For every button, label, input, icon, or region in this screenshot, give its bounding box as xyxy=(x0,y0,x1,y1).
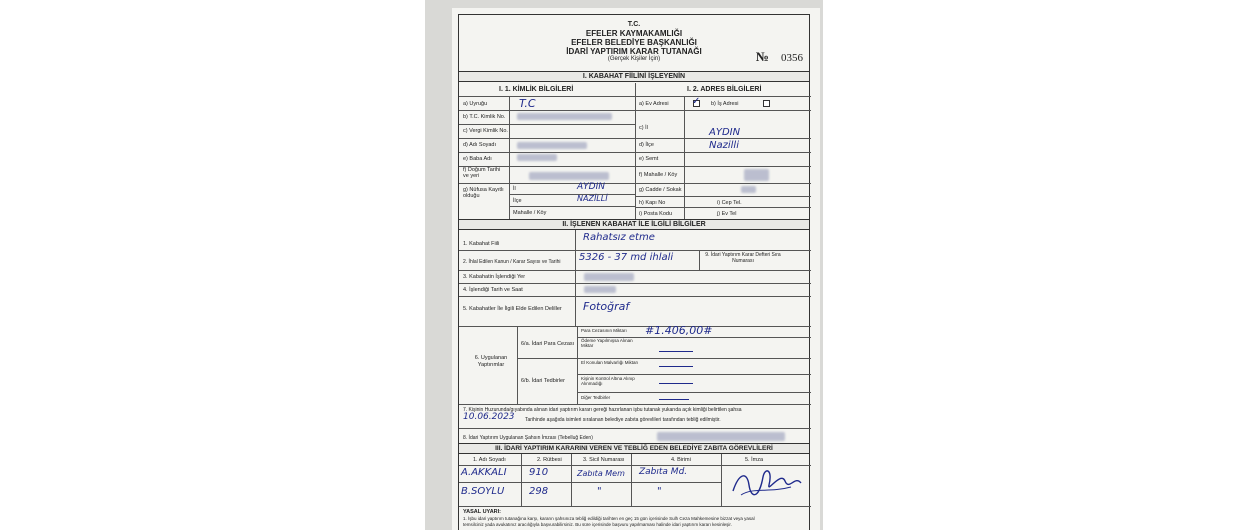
label-yer: 3. Kabahatin İşlendiği Yer xyxy=(463,274,526,280)
row-line xyxy=(459,326,811,327)
redacted-baba xyxy=(517,154,557,161)
row-line xyxy=(459,283,811,284)
value-miktar: #1.406,00# xyxy=(645,324,713,337)
adres-title: I. 2. ADRES BİLGİLERİ xyxy=(687,86,762,93)
row-line xyxy=(459,110,811,111)
label-baba: e) Baba Adı xyxy=(463,156,492,162)
label-posta: i) Posta Kodu xyxy=(639,211,673,217)
label-ev-adresi: a) Ev Adresi xyxy=(639,101,669,107)
label-fiil: 1. Kabahat Fiili xyxy=(463,241,500,247)
label-mahalle: f) Mahalle / Köy xyxy=(639,172,678,178)
dash-diger xyxy=(659,399,689,400)
is-adresi-checkbox[interactable] xyxy=(763,100,770,107)
row-line xyxy=(517,358,811,359)
redacted-adi xyxy=(517,142,587,149)
label-nufus-mahalle: Mahalle / Köy xyxy=(513,210,547,216)
value-nufus-il: AYDIN xyxy=(577,182,605,192)
label-tarih: 4. İşlendiği Tarih ve Saat xyxy=(463,287,523,293)
row-line xyxy=(459,270,811,271)
value-adres-ilce: Nazilli xyxy=(709,140,739,151)
redacted-tarih xyxy=(584,286,616,293)
label-semt: e) Semt xyxy=(639,156,659,162)
row-line xyxy=(635,207,811,208)
dash-el xyxy=(659,366,693,367)
label-nufus-ilce: İlçe xyxy=(513,198,522,204)
col-divider xyxy=(631,454,632,506)
form-number xyxy=(756,49,803,65)
row-line xyxy=(459,152,811,153)
row-line xyxy=(509,206,635,207)
value-uyrugu: T.C xyxy=(519,97,536,110)
label-is-adresi: b) İş Adresi xyxy=(711,101,739,107)
redacted-mahalle xyxy=(744,169,769,181)
label-dogum: f) Doğum Tarihi ve yeri xyxy=(463,167,501,179)
label-para: 6/a. İdari Para Cezası xyxy=(521,341,575,347)
label-ihlal: 2. İhlal Edilen Kanun / Karar Sayısı ve Tarihi xyxy=(463,259,561,265)
header-tc: T.C. xyxy=(627,21,641,28)
row-line xyxy=(459,482,721,483)
label-adres-il: c) İl xyxy=(639,125,648,131)
kimlik-title: I. 1. KİMLİK BİLGİLERİ xyxy=(499,86,574,93)
label-imza: 8. İdari Yaptırım Uygulanan Şahsın İmzası (Tebelluğ Eden) xyxy=(463,435,593,441)
row-line xyxy=(459,250,811,251)
redacted-imza xyxy=(657,432,785,441)
row1-sicil: Zabıta Mem xyxy=(577,469,625,478)
redacted-cadde xyxy=(741,186,756,193)
footer-text2: temsilciniz yada avukatınız aracılığıyla başvurabilirsiniz. Bu süre içerisinde başvuru yapılmaması halinde idari yaptırım kararı kesinleşir. xyxy=(463,522,732,527)
row2-sicil: " xyxy=(597,486,602,497)
label-tc: b) T.C. Kimlik No. xyxy=(463,114,506,120)
kimlik-col-divider xyxy=(509,97,510,219)
row1-rutbe: 910 xyxy=(529,467,549,478)
label-sira: 9. İdari Yaptırım Karar Defteri Sıra Numarası xyxy=(705,252,781,264)
label-cep: i) Cep Tel. xyxy=(717,200,742,206)
label-nufus: g) Nüfusa Kayıtlı olduğu xyxy=(463,187,504,199)
dash-odeme xyxy=(659,351,693,352)
row-line xyxy=(459,183,811,184)
ev-adresi-check: ✓ xyxy=(692,96,701,107)
label-diger: Diğer Tedbirler xyxy=(581,395,611,400)
row2-birim: " xyxy=(657,486,662,497)
label-odeme: Ödeme Yapılmışsa Alınan Miktar xyxy=(581,338,633,348)
row1-birim: Zabıta Md. xyxy=(639,467,688,477)
row-line xyxy=(459,404,811,405)
row1-name: A.AKKALI xyxy=(461,467,507,478)
row-line xyxy=(509,194,635,195)
col-rutbe: 2. Rütbesi xyxy=(537,457,562,463)
col-adi: 1. Adı Soyadı xyxy=(473,457,506,463)
label-kisinin: Kişinin Kontrol Altına Alınıp Alınmadığı xyxy=(581,376,635,386)
row-line xyxy=(459,124,635,125)
document-photo xyxy=(425,0,823,530)
label-delil: 5. Kabahatler İle İlgili Elde Edilen Deliller xyxy=(463,306,562,312)
label-huzur2: Tarihinde aşağıda isimleri sıralanan belediye zabıta görevlileri tarafından tebliğ edilmiştir. xyxy=(525,417,721,423)
label-adi: d) Adı Soyadı xyxy=(463,142,497,148)
col-divider xyxy=(571,454,572,506)
row-line xyxy=(635,196,811,197)
row-line xyxy=(577,392,811,393)
col-sicil: 3. Sicil Numarası xyxy=(583,457,625,463)
label-uyrugu: a) Uyruğu xyxy=(463,101,488,107)
footer-title: YASAL UYARI: xyxy=(463,509,502,515)
idari-yaptirim-form xyxy=(458,14,810,530)
col-birim: 4. Birimi xyxy=(671,457,691,463)
col-imza: 5. İmza xyxy=(745,457,764,463)
col-divider xyxy=(721,454,722,506)
value-nufus-ilce: NAZİLLİ xyxy=(577,194,608,203)
header-line4: (Gerçek Kişiler İçin) xyxy=(607,56,661,62)
value-delil: Fotoğraf xyxy=(583,300,630,313)
section1-title: I. KABAHAT FİİLİNİ İŞLEYENİN xyxy=(459,71,809,82)
row-line xyxy=(459,138,811,139)
yaptirim-divider xyxy=(517,326,518,404)
row2-rutbe: 298 xyxy=(529,486,549,497)
redacted-dogum xyxy=(529,172,609,180)
redacted-tc xyxy=(517,113,612,120)
section2-col-divider xyxy=(575,230,576,326)
row2-name: B.SOYLU xyxy=(461,486,505,497)
header-line2: EFELER BELEDİYE BAŞKANLIĞI xyxy=(571,38,697,47)
col-divider xyxy=(521,454,522,506)
section1-divider xyxy=(635,83,636,219)
label-cadde: g) Cadde / Sokak xyxy=(639,187,682,193)
value-ihlal: 5326 - 37 md ihlali xyxy=(579,252,674,263)
value-fiil: Rahatsız etme xyxy=(583,232,655,243)
label-tedbir: 6/b. İdari Tedbirler xyxy=(521,378,565,384)
footer-text1: 1. İşbu idari yaptırım tutanağına karşı, kararın şahsınıza tebliğ edildiği tarihten en geç 15 gün içerisinde Sulh Ceza Mahkemesine bizzat veya yasal xyxy=(463,516,755,521)
row-line xyxy=(459,428,811,429)
section3-title: III. İDARİ YAPTIRIM KARARINI VEREN VE TEBLİĞ EDEN BELEDİYE ZABITA GÖREVLİLERİ xyxy=(459,443,809,454)
row-line xyxy=(459,296,811,297)
label-vergi: c) Vergi Kimlik No. xyxy=(463,128,508,134)
number-symbol: № xyxy=(755,49,769,64)
dash-kisinin xyxy=(659,383,693,384)
row-line xyxy=(459,166,811,167)
row-line xyxy=(577,374,811,375)
label-nufus-il: İl xyxy=(513,186,516,192)
row-line xyxy=(459,96,811,97)
label-adres-ilce: d) İlçe xyxy=(639,142,654,148)
label-huzur: 7. Kişinin Huzurunda/gıyabında alınan idari yaptırım kararı gereği hazırlanan işbu tutanak yukarıda açık kimliği belirtilen şahsa xyxy=(463,407,742,413)
redacted-yer xyxy=(584,273,634,281)
label-el: El Konulan Malvarlığı Miktarı xyxy=(581,360,639,365)
value-teblig-tarih: 10.06.2023 xyxy=(463,412,515,422)
label-uygulanan: 6. Uygulanan Yaptırımlar xyxy=(474,355,508,368)
section2-title: II. İŞLENEN KABAHAT İLE İLGİLİ BİLGİLER xyxy=(459,219,809,230)
signature-image xyxy=(729,463,805,503)
header-line3: İDARİ YAPTIRIM KARAR TUTANAĞI xyxy=(566,47,702,56)
label-ev-tel: j) Ev Tel xyxy=(717,211,737,217)
number-value: 0356 xyxy=(781,52,803,64)
header-line1: EFELER KAYMAKAMLIĞI xyxy=(585,29,683,38)
row-line xyxy=(459,506,811,507)
sira-divider xyxy=(699,250,700,270)
value-adres-il: AYDIN xyxy=(709,127,741,138)
adres-col-divider xyxy=(684,97,685,219)
label-miktar: Para Cezasının Miktarı xyxy=(581,328,627,333)
label-kapi: h) Kapı No xyxy=(639,200,666,206)
form-paper xyxy=(452,8,820,530)
